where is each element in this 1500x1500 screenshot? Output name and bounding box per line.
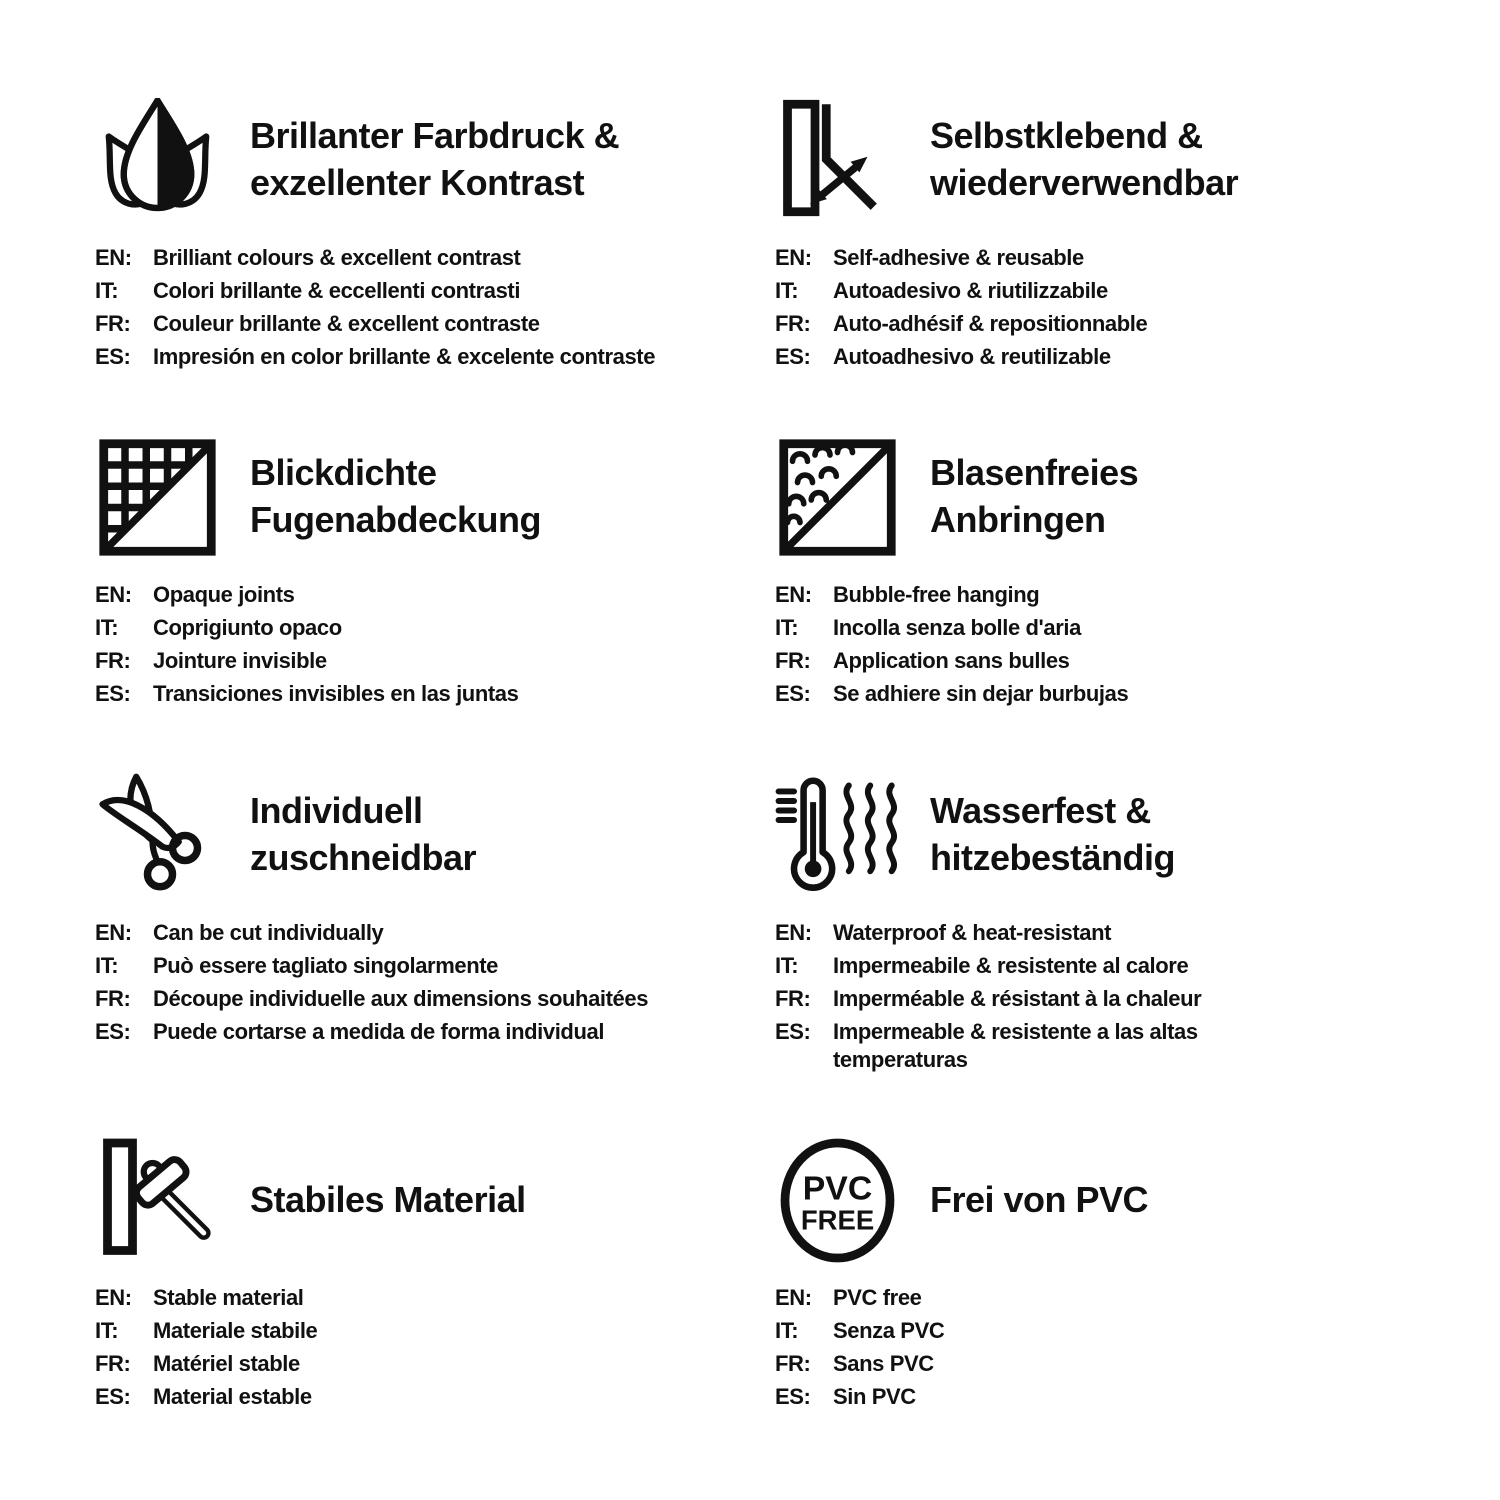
title-line: Stabiles Material bbox=[250, 1178, 526, 1220]
translations bbox=[95, 581, 745, 708]
feature-stable-material bbox=[95, 1130, 745, 1500]
lang-text: Materiale stabile bbox=[153, 1317, 318, 1343]
lang-text: Jointure invisible bbox=[153, 647, 327, 673]
lang-text: Auto-adhésif & repositionnable bbox=[833, 310, 1148, 336]
title-line: Frei von PVC bbox=[930, 1178, 1149, 1220]
title-line: exzellenter Kontrast bbox=[250, 162, 585, 203]
feature-color-print bbox=[95, 90, 745, 427]
lang-text: Bubble-free hanging bbox=[833, 582, 1040, 607]
lang-label: EN: bbox=[95, 582, 132, 607]
badge-text-pvc: PVC bbox=[802, 1168, 873, 1207]
feature-title bbox=[250, 113, 619, 207]
lang-label: IT: bbox=[775, 1317, 799, 1343]
lang-label: FR: bbox=[95, 985, 131, 1011]
title-line: Individuell bbox=[250, 790, 423, 832]
translations bbox=[95, 919, 745, 1046]
lang-label: FR: bbox=[775, 310, 811, 336]
lang-label: ES: bbox=[95, 1383, 131, 1409]
lang-label: IT: bbox=[95, 1317, 119, 1343]
lang-label: EN: bbox=[775, 1285, 812, 1310]
lang-label: EN: bbox=[775, 920, 812, 945]
feature-title bbox=[250, 1177, 526, 1224]
title-line: Wasserfest & bbox=[930, 790, 1151, 832]
feature-header bbox=[775, 90, 1425, 230]
lang-label: EN: bbox=[95, 920, 132, 945]
translations bbox=[775, 581, 1425, 708]
lang-text: Puede cortarse a medida de forma individual bbox=[153, 1018, 605, 1044]
lang-text: PVC free bbox=[833, 1285, 922, 1310]
title-line: Blasenfreies bbox=[930, 452, 1139, 494]
lang-label: FR: bbox=[95, 1350, 131, 1376]
title-line: Brillanter Farbdruck & bbox=[250, 115, 620, 157]
feature-header bbox=[95, 90, 745, 230]
feature-cut-individually bbox=[95, 765, 745, 1130]
lang-label: EN: bbox=[95, 1285, 132, 1310]
lang-text: Material estable bbox=[153, 1383, 312, 1409]
ink-drops-icon bbox=[95, 98, 220, 223]
lang-text: Waterproof & heat-resistant bbox=[833, 920, 1112, 945]
title-line: hitzebeständig bbox=[930, 837, 1176, 878]
translations bbox=[95, 1284, 745, 1411]
lang-text: Autoadhesivo & reutilizable bbox=[833, 343, 1111, 369]
feature-header bbox=[775, 427, 1425, 567]
lang-label: EN: bbox=[95, 245, 132, 270]
feature-header bbox=[775, 765, 1425, 905]
feature-opaque-joints bbox=[95, 427, 745, 765]
lang-label: EN: bbox=[775, 582, 812, 607]
lang-label: EN: bbox=[775, 245, 812, 270]
lang-label: IT: bbox=[775, 614, 799, 640]
title-line: Fugenabdeckung bbox=[250, 499, 542, 540]
lang-text: Coprigiunto opaco bbox=[153, 614, 342, 640]
lang-text: Se adhiere sin dejar burbujas bbox=[833, 680, 1129, 706]
tile-joint-grid-icon bbox=[95, 435, 220, 560]
lang-label: FR: bbox=[95, 310, 131, 336]
lang-label: FR: bbox=[775, 1350, 811, 1376]
lang-text: Impermeabile & resistente al calore bbox=[833, 952, 1189, 978]
peel-off-adhesive-icon bbox=[775, 98, 900, 223]
lang-text: Autoadesivo & riutilizzabile bbox=[833, 277, 1108, 303]
lang-text: Impermeable & resistente a las altas temperaturas bbox=[833, 1018, 1198, 1072]
pvc-free-badge-icon bbox=[775, 1138, 900, 1263]
lang-text: Application sans bulles bbox=[833, 647, 1070, 673]
lang-text: Transiciones invisibles en las juntas bbox=[153, 680, 519, 706]
title-line: Anbringen bbox=[930, 499, 1106, 540]
translations bbox=[775, 244, 1425, 371]
lang-label: ES: bbox=[95, 1018, 131, 1044]
lang-label: IT: bbox=[95, 614, 119, 640]
lang-text: Can be cut individually bbox=[153, 920, 384, 945]
lang-label: ES: bbox=[95, 680, 131, 706]
translations bbox=[775, 1284, 1425, 1411]
feature-title bbox=[930, 1177, 1148, 1224]
feature-title bbox=[930, 113, 1238, 207]
title-line: Selbstklebend & bbox=[930, 115, 1203, 157]
feature-self-adhesive bbox=[775, 90, 1425, 427]
lang-text: Sans PVC bbox=[833, 1350, 934, 1376]
lang-label: IT: bbox=[775, 277, 799, 303]
lang-text: Matériel stable bbox=[153, 1350, 300, 1376]
title-line: zuschneidbar bbox=[250, 837, 477, 878]
lang-label: FR: bbox=[95, 647, 131, 673]
lang-text: Découpe individuelle aux dimensions souhaitées bbox=[153, 985, 649, 1011]
lang-text: Impresión en color brillante & excelente contraste bbox=[153, 343, 656, 369]
lang-label: ES: bbox=[775, 343, 811, 369]
feature-title bbox=[930, 788, 1175, 882]
scissors-icon bbox=[95, 773, 220, 898]
translations bbox=[95, 244, 745, 371]
lang-text: Sin PVC bbox=[833, 1383, 916, 1409]
hammer-panel-icon bbox=[95, 1138, 220, 1263]
lang-label: FR: bbox=[775, 647, 811, 673]
lang-text: Imperméable & résistant à la chaleur bbox=[833, 985, 1202, 1011]
lang-text: Colori brillante & eccellenti contrasti bbox=[153, 277, 521, 303]
title-line: Blickdichte bbox=[250, 452, 437, 494]
lang-label: ES: bbox=[775, 680, 811, 706]
badge-text-free: FREE bbox=[800, 1203, 875, 1235]
lang-text: Self-adhesive & reusable bbox=[833, 245, 1084, 270]
translations bbox=[775, 919, 1425, 1074]
lang-label: ES: bbox=[95, 343, 131, 369]
lang-label: ES: bbox=[775, 1383, 811, 1409]
lang-label: IT: bbox=[775, 952, 799, 978]
lang-label: IT: bbox=[95, 277, 119, 303]
lang-label: FR: bbox=[775, 985, 811, 1011]
feature-header bbox=[95, 427, 745, 567]
lang-text: Brilliant colours & excellent contrast bbox=[153, 245, 521, 270]
bubble-free-hanging-icon bbox=[775, 435, 900, 560]
feature-title bbox=[250, 450, 541, 544]
feature-header bbox=[95, 1130, 745, 1270]
title-line: wiederverwendbar bbox=[930, 162, 1239, 203]
feature-header bbox=[95, 765, 745, 905]
lang-text: Può essere tagliato singolarmente bbox=[153, 952, 499, 978]
lang-label: IT: bbox=[95, 952, 119, 978]
lang-text: Stable material bbox=[153, 1285, 304, 1310]
lang-label: ES: bbox=[775, 1018, 811, 1044]
feature-waterproof bbox=[775, 765, 1425, 1130]
lang-text: Senza PVC bbox=[833, 1317, 945, 1343]
lang-text: Couleur brillante & excellent contraste bbox=[153, 310, 540, 336]
lang-text: Opaque joints bbox=[153, 582, 295, 607]
feature-title bbox=[250, 788, 476, 882]
feature-title bbox=[930, 450, 1138, 544]
lang-text: Incolla senza bolle d'aria bbox=[833, 614, 1081, 640]
thermometer-heat-icon bbox=[775, 773, 900, 898]
feature-pvc-free bbox=[775, 1130, 1425, 1500]
feature-header bbox=[775, 1130, 1425, 1270]
feature-bubble-free bbox=[775, 427, 1425, 765]
